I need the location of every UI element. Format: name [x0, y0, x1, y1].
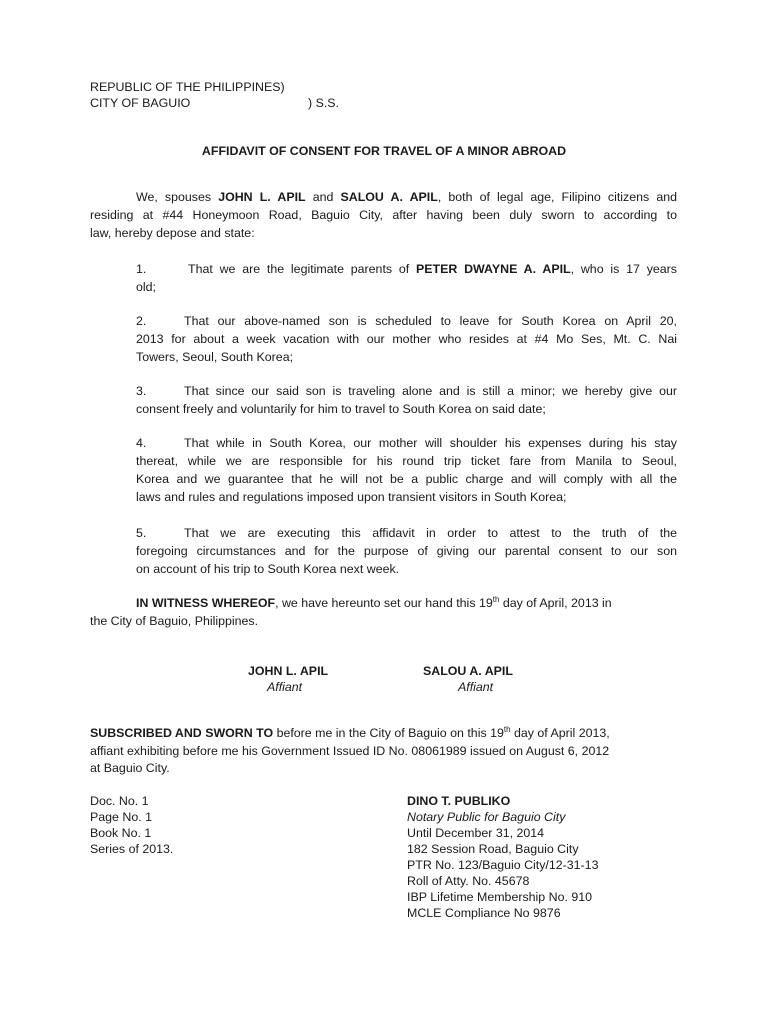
item-4-line-3: Korea and we guarantee that he will not be a public charge and will comply with all the: [136, 472, 677, 486]
notary-mcle: MCLE Compliance No 9876: [407, 906, 561, 920]
jurat-line-3: at Baguio City.: [90, 761, 170, 775]
jurat-ordinal: th: [503, 724, 511, 734]
intro-line-2: residing at #44 Honeymoon Road, Baguio City, after having been duly sworn to according to: [90, 208, 677, 222]
notary-commission: Until December 31, 2014: [407, 826, 545, 840]
notary-address: 182 Session Road, Baguio City: [407, 842, 579, 856]
item-5-line-1: That we are executing this affidavit in order to attest to the truth of the: [184, 526, 677, 540]
item-3-line-2: consent freely and voluntarily for him to travel to South Korea on said date;: [136, 402, 546, 416]
item-2-line-2: 2013 for about a week vacation with our mother who resides at #4 Mo Ses, Mt. C. Nai: [136, 332, 677, 346]
jurat-line-1: [90, 726, 610, 740]
jurat-line-2: affiant exhibiting before me his Government Issued ID No. 08061989 issued on August 6, 2012: [90, 744, 610, 758]
venue-city: CITY OF BAGUIO: [90, 96, 191, 110]
affiant-2-role: Affiant: [458, 680, 494, 694]
item-1-line-1: [188, 262, 677, 276]
item-1-number: 1.: [136, 262, 147, 276]
item-1-pre: That we are the legitimate parents of: [188, 262, 416, 276]
item-4-line-1: That while in South Korea, our mother will shoulder his expenses during his stay: [184, 436, 677, 450]
intro-line-1: [136, 190, 677, 204]
item-3-line-1: That since our said son is traveling alone and is still a minor; we hereby give our: [184, 384, 677, 398]
document-title: AFFIDAVIT OF CONSENT FOR TRAVEL OF A MINOR ABROAD: [201, 144, 567, 158]
notary-ptr: PTR No. 123/Baguio City/12-31-13: [407, 858, 599, 872]
book-number: Book No. 1: [90, 826, 152, 840]
notary-title: Notary Public for Baguio City: [407, 810, 566, 824]
venue-line-1: REPUBLIC OF THE PHILIPPINES): [90, 80, 285, 94]
venue-ss: ) S.S.: [308, 96, 339, 110]
child-name: PETER DWAYNE A. APIL: [416, 262, 571, 276]
notary-roll: Roll of Atty. No. 45678: [407, 874, 530, 888]
witness-ordinal: th: [492, 594, 500, 604]
item-4-number: 4.: [136, 436, 147, 450]
affiant-1-name: JOHN L. APIL: [248, 664, 329, 678]
item-5-line-2: foregoing circumstances and for the purpose of giving our parental consent to our son: [136, 544, 677, 558]
item-2-line-1: That our above-named son is scheduled to leave for South Korea on April 20,: [184, 314, 677, 328]
doc-number: Doc. No. 1: [90, 794, 149, 808]
intro-and: and: [305, 190, 341, 204]
intro-rest: , both of legal age, Filipino citizens and: [437, 190, 678, 204]
spouse-name-1: JOHN L. APIL: [218, 190, 306, 204]
jurat-post: day of April 2013,: [510, 726, 610, 740]
series-year: Series of 2013.: [90, 842, 174, 856]
witness-line-2: the City of Baguio, Philippines.: [90, 614, 259, 628]
item-2-number: 2.: [136, 314, 147, 328]
intro-pre: We, spouses: [136, 190, 219, 204]
item-3-number: 3.: [136, 384, 147, 398]
affiant-2-name: SALOU A. APIL: [423, 664, 513, 678]
witness-pre: , we have hereunto set our hand this 19: [275, 596, 493, 610]
jurat-heading: SUBSCRIBED AND SWORN TO: [90, 726, 274, 740]
item-1-line-2: old;: [136, 280, 156, 294]
notary-name: DINO T. PUBLIKO: [407, 794, 511, 808]
intro-line-3: law, hereby depose and state:: [90, 226, 255, 240]
page-number: Page No. 1: [90, 810, 152, 824]
witness-line-1: [136, 596, 612, 610]
item-4-line-4: laws and rules and regulations imposed upon transient visitors in South Korea;: [136, 490, 567, 504]
item-2-line-3: Towers, Seoul, South Korea;: [136, 350, 294, 364]
jurat-pre: before me in the City of Baguio on this 19: [273, 726, 504, 740]
item-1-post: , who is 17 years: [570, 262, 677, 276]
witness-post: day of April, 2013 in: [499, 596, 612, 610]
affiant-1-role: Affiant: [267, 680, 303, 694]
item-4-line-2: thereat, while we are responsible for his round trip ticket fare from Manila to Seoul,: [136, 454, 677, 468]
item-5-line-3: on account of his trip to South Korea next week.: [136, 562, 400, 576]
item-5-number: 5.: [136, 526, 147, 540]
witness-heading: IN WITNESS WHEREOF: [136, 596, 276, 610]
spouse-name-2: SALOU A. APIL: [340, 190, 438, 204]
notary-ibp: IBP Lifetime Membership No. 910: [407, 890, 593, 904]
